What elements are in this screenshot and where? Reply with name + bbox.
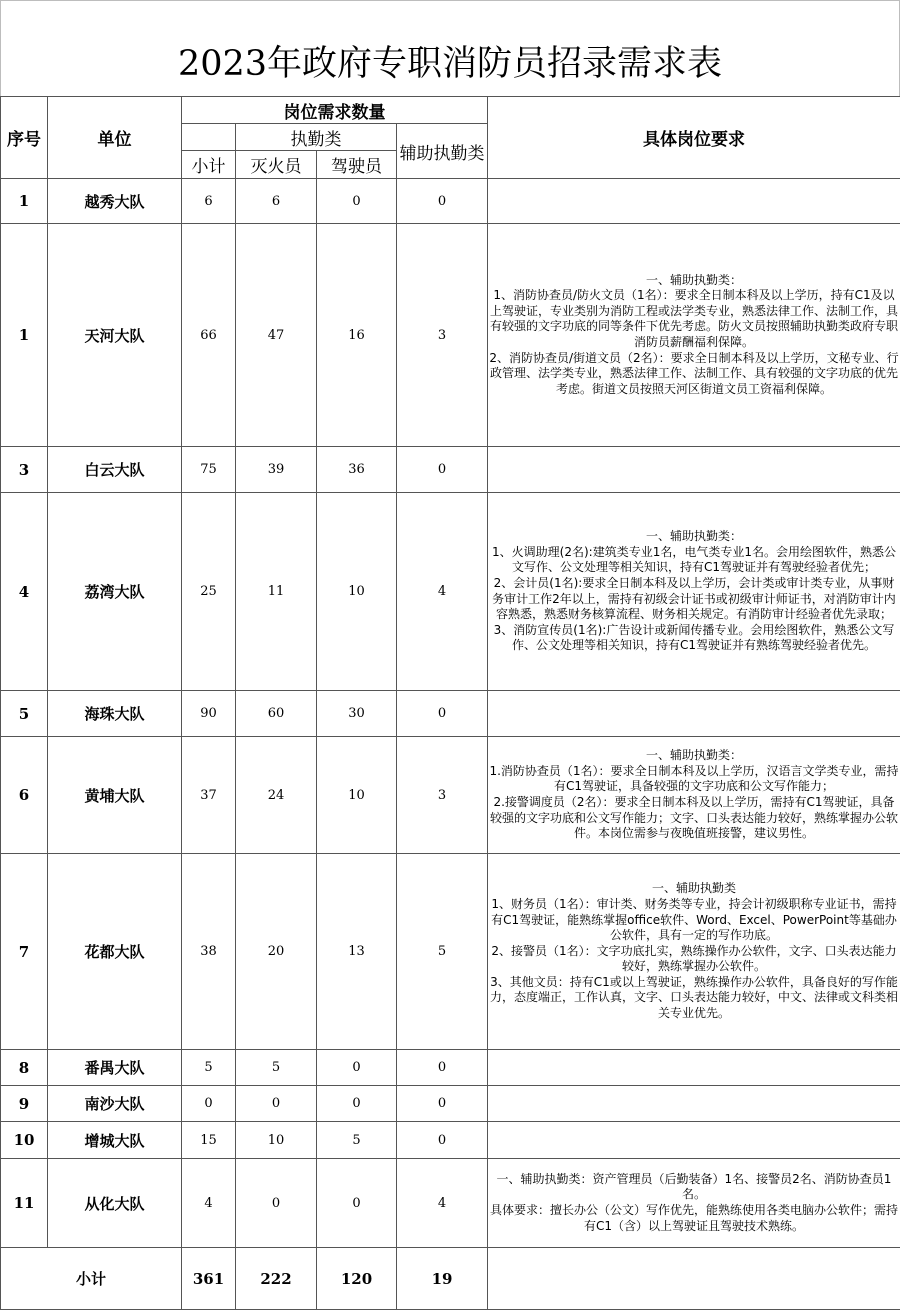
row-driver-cell: 36	[317, 447, 397, 493]
row-seq-cell: 3	[1, 447, 48, 493]
row-driver-cell: 13	[317, 854, 397, 1050]
table-row	[1, 493, 900, 691]
requirements-text: 一、辅助执勤类： 1、火调助理(2名):建筑类专业1名，电气类专业1名。会用绘图软件，熟悉公文写作、公文处理等相关知识，持有C1驾驶证并有驾驶经验者优先； 2、会计员(1名):要求全日制本科及以上学历，会计类或审计类专业，从事财务审计工作2年以上，需持有初级会计证书或初级审计师证书，对消防审计内容熟悉，熟悉财务核算流程、财务相关规定。有消防审计经验者优先录取； 3、消防宣传员(1名):广告设计或新闻传播专业。会用绘图软件，熟悉公文写作、公文处理等相关知识，持有C1驾驶证并有熟练驾驶经验者优先。	[492, 529, 896, 653]
table-row	[1, 1086, 900, 1122]
table-row	[1, 1050, 900, 1086]
row-subtotal-cell: 4	[182, 1159, 236, 1248]
row-firefighter-cell: 0	[236, 1086, 317, 1122]
row-subtotal-cell: 66	[182, 224, 236, 447]
row-seq-cell: 11	[1, 1159, 48, 1248]
header-demand: 岗位需求数量	[182, 97, 488, 124]
totals-auxiliary-cell: 19	[397, 1248, 488, 1310]
row-seq-cell: 6	[1, 737, 48, 854]
row-subtotal-cell: 6	[182, 179, 236, 224]
table-row	[1, 1159, 900, 1248]
row-driver-cell: 16	[317, 224, 397, 447]
header-row	[1, 97, 900, 124]
row-subtotal-cell: 25	[182, 493, 236, 691]
row-unit-cell: 白云大队	[48, 447, 182, 493]
row-unit-cell: 花都大队	[48, 854, 182, 1050]
row-requirements-cell	[488, 447, 900, 493]
row-driver-cell: 10	[317, 493, 397, 691]
row-auxiliary-cell: 3	[397, 224, 488, 447]
header-firefighter: 灭火员	[236, 151, 317, 179]
row-auxiliary-cell: 0	[397, 447, 488, 493]
row-subtotal-cell: 15	[182, 1122, 236, 1159]
recruitment-table	[0, 96, 900, 1310]
row-firefighter-cell: 6	[236, 179, 317, 224]
row-seq-cell: 7	[1, 854, 48, 1050]
requirements-text: 一、辅助执勤类： 1、消防协查员/防火文员（1名）：要求全日制本科及以上学历，持有C1及以上驾驶证，专业类别为消防工程或法学类专业，熟悉法律工作、法制工作，具有较强的文字功底的同等条件下优先考虑。防火文员按照辅助执勤类政府专职消防员薪酬福利保障。 2、消防协查员/街道文员（2名）：要求全日制本科及以上学历，文秘专业、行政管理、法学类专业，熟悉法律工作、法制工作、具有较强的文字功底的优先考虑。街道文员按照天河区街道文员工资福利保障。	[489, 272, 899, 396]
row-seq-cell: 1	[1, 179, 48, 224]
table-row	[1, 447, 900, 493]
row-subtotal-cell: 37	[182, 737, 236, 854]
row-seq-cell: 4	[1, 493, 48, 691]
row-auxiliary-cell: 0	[397, 1086, 488, 1122]
row-seq-cell: 5	[1, 691, 48, 737]
row-driver-cell: 0	[317, 1050, 397, 1086]
table-row	[1, 691, 900, 737]
row-firefighter-cell: 24	[236, 737, 317, 854]
totals-row	[1, 1248, 900, 1310]
row-unit-cell: 海珠大队	[48, 691, 182, 737]
header-driver: 驾驶员	[317, 151, 397, 179]
row-auxiliary-cell: 4	[397, 1159, 488, 1248]
row-unit-cell: 越秀大队	[48, 179, 182, 224]
row-seq-cell: 8	[1, 1050, 48, 1086]
row-firefighter-cell: 47	[236, 224, 317, 447]
row-requirements-cell	[488, 737, 900, 854]
row-subtotal-cell: 38	[182, 854, 236, 1050]
row-auxiliary-cell: 5	[397, 854, 488, 1050]
row-firefighter-cell: 0	[236, 1159, 317, 1248]
row-firefighter-cell: 11	[236, 493, 317, 691]
row-requirements-cell	[488, 224, 900, 447]
row-seq-cell: 9	[1, 1086, 48, 1122]
row-driver-cell: 0	[317, 179, 397, 224]
row-requirements-cell	[488, 691, 900, 737]
row-firefighter-cell: 39	[236, 447, 317, 493]
table-row	[1, 179, 900, 224]
totals-requirements-cell	[488, 1248, 900, 1310]
row-driver-cell: 5	[317, 1122, 397, 1159]
row-seq-cell: 10	[1, 1122, 48, 1159]
row-requirements-cell	[488, 1122, 900, 1159]
row-firefighter-cell: 60	[236, 691, 317, 737]
row-requirements-cell	[488, 1050, 900, 1086]
row-driver-cell: 30	[317, 691, 397, 737]
row-unit-cell: 增城大队	[48, 1122, 182, 1159]
row-driver-cell: 0	[317, 1159, 397, 1248]
table-row	[1, 854, 900, 1050]
row-firefighter-cell: 5	[236, 1050, 317, 1086]
row-auxiliary-cell: 0	[397, 179, 488, 224]
header-subtotal: 小计	[182, 151, 236, 179]
row-firefighter-cell: 20	[236, 854, 317, 1050]
header-duty: 执勤类	[236, 124, 397, 151]
row-auxiliary-cell: 0	[397, 1122, 488, 1159]
row-auxiliary-cell: 0	[397, 691, 488, 737]
totals-subtotal-cell: 361	[182, 1248, 236, 1310]
row-seq-cell: 1	[1, 224, 48, 447]
row-unit-cell: 荔湾大队	[48, 493, 182, 691]
row-driver-cell: 0	[317, 1086, 397, 1122]
row-unit-cell: 番禺大队	[48, 1050, 182, 1086]
row-subtotal-cell: 5	[182, 1050, 236, 1086]
row-firefighter-cell: 10	[236, 1122, 317, 1159]
row-auxiliary-cell: 3	[397, 737, 488, 854]
header-seq: 序号	[1, 97, 48, 179]
totals-label: 小计	[1, 1248, 182, 1310]
row-driver-cell: 10	[317, 737, 397, 854]
totals-firefighter-cell: 222	[236, 1248, 317, 1310]
row-unit-cell: 黄埔大队	[48, 737, 182, 854]
row-unit-cell: 南沙大队	[48, 1086, 182, 1122]
table-row	[1, 737, 900, 854]
requirements-text: 一、辅助执勤类 1、财务员（1名）：审计类、财务类等专业，持会计初级职称专业证书，需持有C1驾驶证，能熟练掌握office软件、Word、Excel、PowerPoint等基础办公软件，具有一定的写作功底。 2、接警员（1名）：文字功底扎实，熟练操作办公软件，文字、口头表达能力较好，熟练掌握办公软件。 3、其他文员：持有C1或以上驾驶证，熟练操作办公软件，具备良好的写作能力，态度端正，工作认真，文字、口头表达能力较好，中文、法律或文科类相关专业优先。	[489, 881, 898, 1021]
header-requirements: 具体岗位要求	[488, 97, 900, 179]
row-requirements-cell	[488, 493, 900, 691]
row-subtotal-cell: 90	[182, 691, 236, 737]
header-unit: 单位	[48, 97, 182, 179]
header-blank-cell	[182, 124, 236, 151]
row-subtotal-cell: 75	[182, 447, 236, 493]
row-requirements-cell	[488, 1086, 900, 1122]
row-auxiliary-cell: 4	[397, 493, 488, 691]
row-subtotal-cell: 0	[182, 1086, 236, 1122]
row-unit-cell: 天河大队	[48, 224, 182, 447]
page-title: 2023年政府专职消防员招录需求表	[177, 44, 723, 84]
table-row	[1, 224, 900, 447]
page-top-border	[0, 0, 900, 1]
totals-driver-cell: 120	[317, 1248, 397, 1310]
row-auxiliary-cell: 0	[397, 1050, 488, 1086]
row-requirements-cell	[488, 179, 900, 224]
header-auxiliary: 辅助执勤类	[397, 124, 488, 179]
requirements-text: 一、辅助执勤类：资产管理员（后勤装备）1名、接警员2名、消防协查员1名。 具体要求：擅长办公（公文）写作优先，能熟练使用各类电脑办公软件；需持有C1（含）以上驾驶证且驾驶技术熟练。	[489, 1171, 898, 1233]
row-unit-cell: 从化大队	[48, 1159, 182, 1248]
row-requirements-cell	[488, 1159, 900, 1248]
table-row	[1, 1122, 900, 1159]
table-body	[1, 97, 900, 1310]
requirements-text: 一、辅助执勤类： 1.消防协查员（1名）：要求全日制本科及以上学历，汉语言文学类专业，需持有C1驾驶证，具备较强的文字功底和公文写作能力； 2.接警调度员（2名）：要求全日制本科及以上学历，需持有C1驾驶证，具备较强的文字功底和公文写作能力；文字、口头表达能力较好，熟练掌握办公软件。本岗位需参与夜晚值班接警，建议男性。	[489, 748, 899, 841]
row-requirements-cell	[488, 854, 900, 1050]
